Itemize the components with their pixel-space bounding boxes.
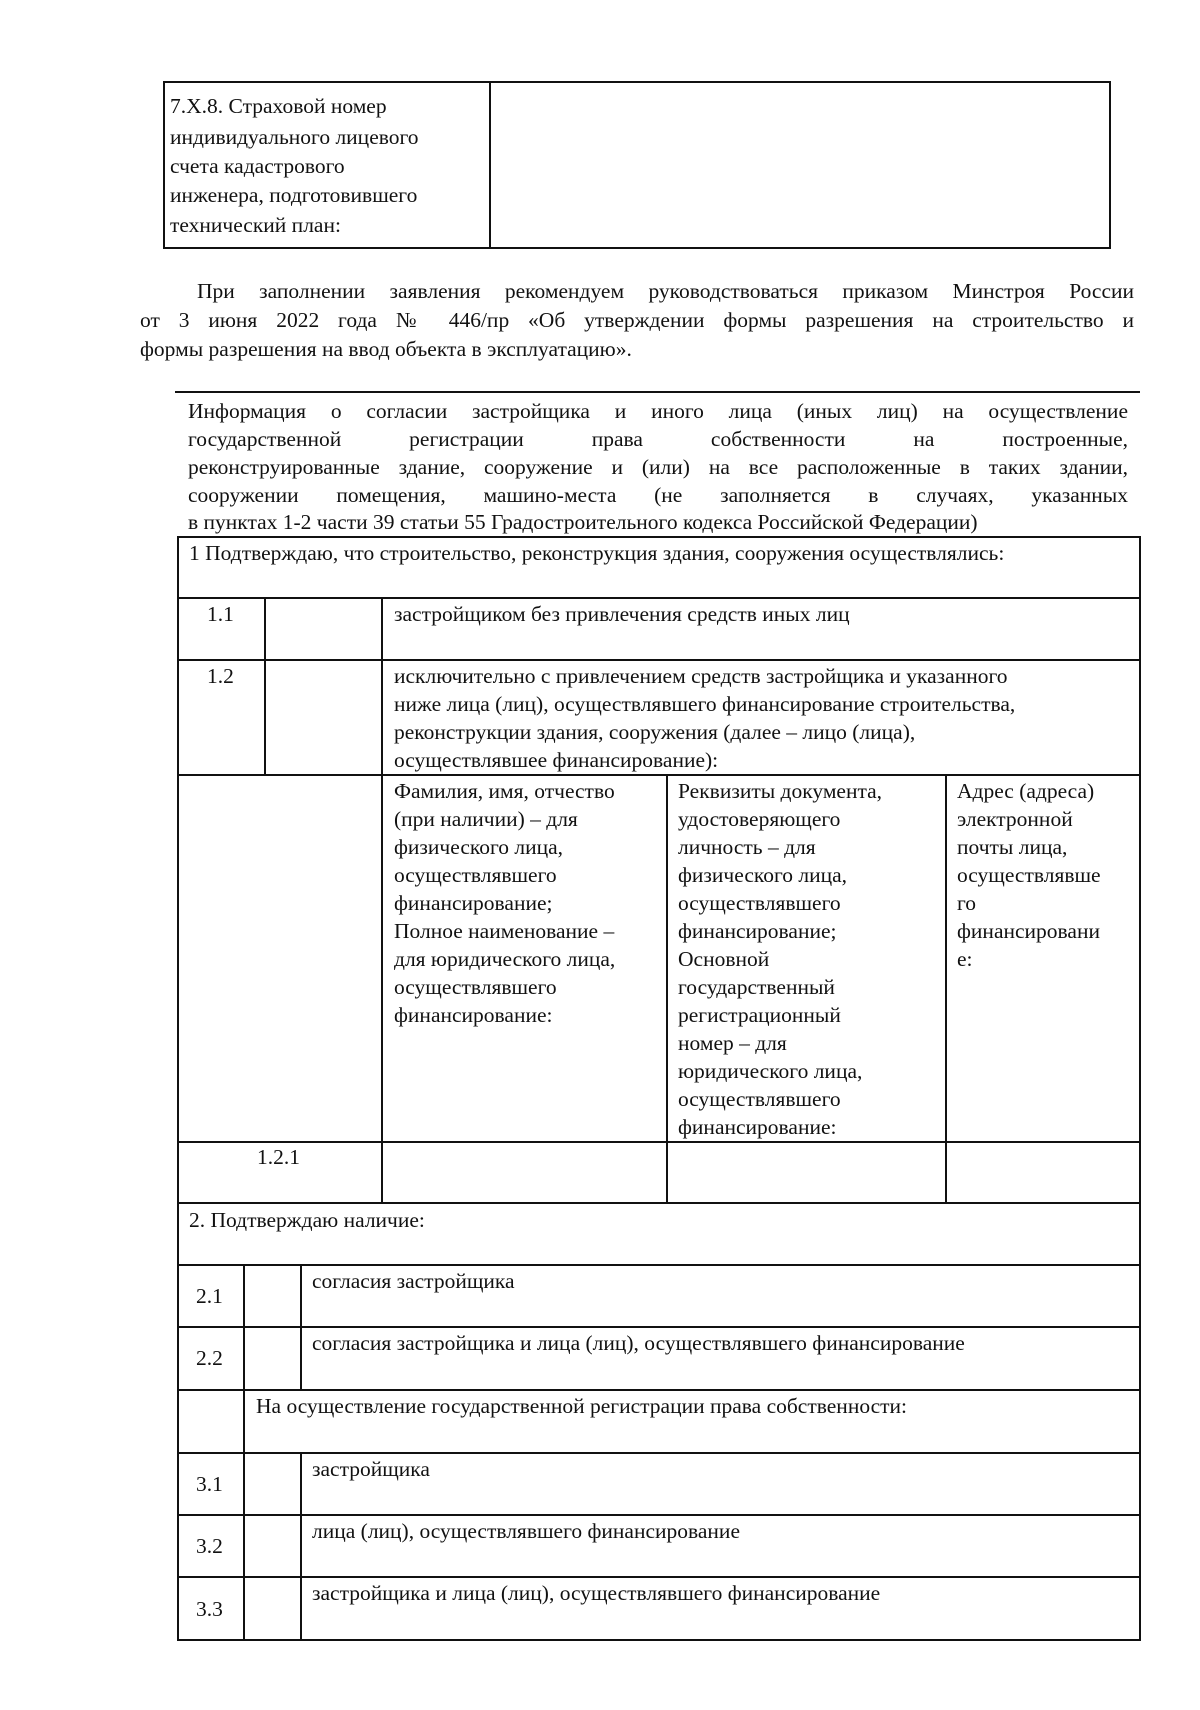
- header-line: Основной: [678, 947, 770, 971]
- row-3-1-checkbox[interactable]: [247, 1455, 297, 1512]
- row-number: 2.1: [196, 1284, 223, 1308]
- header-line: государственный: [678, 975, 835, 999]
- consent-line: в пунктах 1-2 части 39 статьи 55 Градостроительного кодекса Российской Федерации): [188, 510, 978, 534]
- label-line: инженера, подготовившего: [170, 183, 418, 207]
- row-text: согласия застройщика и лица (лиц), осуществлявшего финансирование: [312, 1331, 965, 1355]
- row-2-2-checkbox[interactable]: [247, 1329, 297, 1387]
- row-text: застройщика: [312, 1457, 430, 1481]
- paragraph-line: от 3 июня 2022 года № 446/пр «Об утверждении формы разрешения на строительство и: [140, 308, 1134, 332]
- header-line: осуществлявшего: [678, 1087, 841, 1111]
- header-line: удостоверяющего: [678, 807, 841, 831]
- consent-line: реконструированные здание, сооружение и (или) на все расположенные в таких здании,: [188, 455, 1128, 479]
- funder-document-cell[interactable]: [670, 1144, 942, 1200]
- row-number: 1.2: [207, 664, 234, 688]
- row-1-2-checkbox[interactable]: [268, 663, 378, 771]
- header-line: Адрес (адреса): [957, 779, 1095, 803]
- row-number: 1.1: [207, 602, 234, 626]
- label-line: 7.Х.8. Страховой номер: [170, 94, 387, 118]
- header-line: для юридического лица,: [394, 947, 616, 971]
- row-number: 3.2: [196, 1534, 223, 1558]
- header-line: почты лица,: [957, 835, 1068, 859]
- consent-line: государственной регистрации права собственности на построенные,: [188, 427, 1128, 451]
- header-line: юридического лица,: [678, 1059, 863, 1083]
- header-line: личность – для: [678, 835, 816, 859]
- row-text: застройщика и лица (лиц), осуществлявшего финансирование: [312, 1581, 881, 1605]
- header-line: физического лица,: [678, 863, 848, 887]
- label-line: индивидуального лицевого: [170, 125, 419, 149]
- header-line: финансирование;: [678, 919, 837, 943]
- consent-line: сооружении помещения, машино-места (не заполняется в случаях, указанных: [188, 483, 1128, 507]
- header-line: финансировани: [957, 919, 1100, 943]
- row-text: лица (лиц), осуществлявшего финансирование: [312, 1519, 740, 1543]
- header-line: (при наличии) – для: [394, 807, 578, 831]
- label-line: технический план:: [170, 213, 341, 237]
- row-3-3-checkbox[interactable]: [247, 1579, 297, 1637]
- row-text-line: исключительно с привлечением средств застройщика и указанного: [394, 664, 1008, 688]
- row-number: 3.3: [196, 1597, 223, 1621]
- header-line: осуществлявшего: [394, 975, 557, 999]
- header-line: физического лица,: [394, 835, 564, 859]
- section2-header: 2. Подтверждаю наличие:: [189, 1208, 425, 1232]
- header-line: осуществлявшего: [678, 891, 841, 915]
- consent-line: Информация о согласии застройщика и иного лица (иных лиц) на осуществление: [188, 399, 1128, 423]
- header-line: финансирование:: [678, 1115, 837, 1139]
- row-text-line: ниже лица (лиц), осуществлявшего финансирование строительства,: [394, 692, 1016, 716]
- header-line: Полное наименование –: [394, 919, 615, 943]
- header-line: осуществлявше: [957, 863, 1101, 887]
- row-text-line: осуществлявшее финансирование):: [394, 748, 719, 772]
- section1-header: 1 Подтверждаю, что строительство, реконструкция здания, сооружения осуществлялись:: [189, 541, 1005, 565]
- row-text: застройщиком без привлечения средств иных лиц: [394, 602, 850, 626]
- header-line: финансирование;: [394, 891, 553, 915]
- row-1-1-checkbox[interactable]: [268, 601, 378, 657]
- row-number: 1.2.1: [257, 1145, 300, 1169]
- paragraph-line: При заполнении заявления рекомендуем руководствоваться приказом Минстроя России: [197, 279, 1134, 303]
- funder-email-cell[interactable]: [949, 1144, 1137, 1200]
- row-text-line: реконструкции здания, сооружения (далее – лицо (лица),: [394, 720, 916, 744]
- section3-header: На осуществление государственной регистрации права собственности:: [256, 1394, 908, 1418]
- header-line: электронной: [957, 807, 1073, 831]
- header-line: Фамилия, имя, отчество: [394, 779, 615, 803]
- header-line: регистрационный: [678, 1003, 841, 1027]
- row-3-2-checkbox[interactable]: [247, 1517, 297, 1574]
- row-text: согласия застройщика: [312, 1269, 515, 1293]
- funder-name-cell[interactable]: [385, 1144, 663, 1200]
- header-line: Реквизиты документа,: [678, 779, 883, 803]
- header-line: го: [957, 891, 977, 915]
- separator-line: [175, 391, 1140, 393]
- row-2-1-checkbox[interactable]: [247, 1267, 297, 1324]
- header-line: осуществлявшего: [394, 863, 557, 887]
- header-line: номер – для: [678, 1031, 787, 1055]
- label-line: счета кадастрового: [170, 154, 345, 178]
- row-number: 2.2: [196, 1346, 223, 1370]
- paragraph-line: формы разрешения на ввод объекта в эксплуатацию».: [140, 337, 632, 361]
- row-number: 3.1: [196, 1472, 223, 1496]
- header-line: е:: [957, 947, 973, 971]
- header-line: финансирование:: [394, 1003, 553, 1027]
